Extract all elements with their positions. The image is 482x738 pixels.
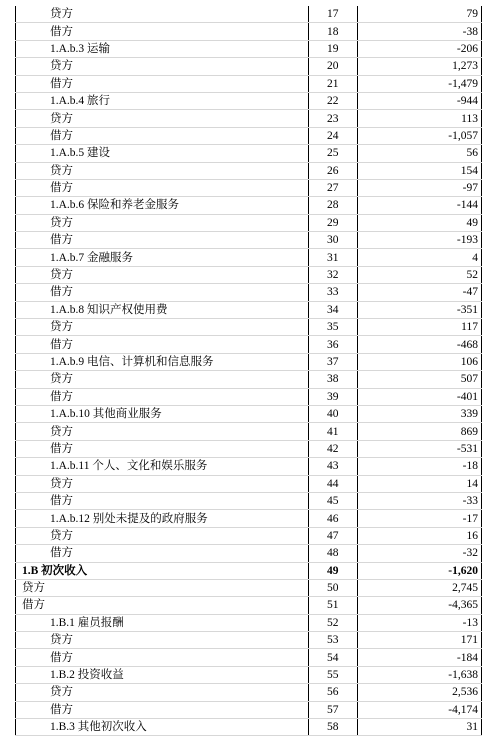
table-row xyxy=(16,719,482,736)
row-index: 57 xyxy=(308,701,357,718)
row-value: -184 xyxy=(357,649,481,666)
row-value: 4 xyxy=(357,249,481,266)
table-row xyxy=(16,336,482,353)
row-label: 贷方 xyxy=(16,684,309,701)
row-value: -1,620 xyxy=(357,562,481,579)
row-value: -1,479 xyxy=(357,75,481,92)
table-row xyxy=(16,562,482,579)
row-value: 16 xyxy=(357,527,481,544)
row-label: 借方 xyxy=(16,232,309,249)
row-index: 53 xyxy=(308,632,357,649)
row-label: 1.A.b.3 运输 xyxy=(16,40,309,57)
table-body xyxy=(16,6,482,736)
row-index: 20 xyxy=(308,58,357,75)
row-value: 31 xyxy=(357,719,481,736)
table-row xyxy=(16,597,482,614)
row-index: 22 xyxy=(308,92,357,109)
row-index: 47 xyxy=(308,527,357,544)
row-label: 借方 xyxy=(16,440,309,457)
row-label: 借方 xyxy=(16,388,309,405)
row-value: -468 xyxy=(357,336,481,353)
table-row xyxy=(16,423,482,440)
row-label: 贷方 xyxy=(16,579,309,596)
table-row xyxy=(16,475,482,492)
table-row xyxy=(16,527,482,544)
row-label: 贷方 xyxy=(16,371,309,388)
row-index: 17 xyxy=(308,6,357,23)
table-row xyxy=(16,632,482,649)
row-label: 贷方 xyxy=(16,423,309,440)
table-row xyxy=(16,40,482,57)
row-index: 43 xyxy=(308,458,357,475)
row-value: -144 xyxy=(357,197,481,214)
row-value: 14 xyxy=(357,475,481,492)
row-index: 56 xyxy=(308,684,357,701)
row-index: 54 xyxy=(308,649,357,666)
row-index: 34 xyxy=(308,301,357,318)
row-index: 26 xyxy=(308,162,357,179)
row-label: 1.A.b.4 旅行 xyxy=(16,92,309,109)
row-value: -944 xyxy=(357,92,481,109)
table-row xyxy=(16,179,482,196)
row-label: 1.A.b.10 其他商业服务 xyxy=(16,405,309,422)
row-label: 贷方 xyxy=(16,58,309,75)
row-index: 29 xyxy=(308,214,357,231)
row-label: 借方 xyxy=(16,179,309,196)
row-value: 1,273 xyxy=(357,58,481,75)
table-row xyxy=(16,579,482,596)
row-index: 40 xyxy=(308,405,357,422)
row-value: -206 xyxy=(357,40,481,57)
row-value: -13 xyxy=(357,614,481,631)
row-index: 27 xyxy=(308,179,357,196)
row-value: -33 xyxy=(357,492,481,509)
row-label: 贷方 xyxy=(16,110,309,127)
row-value: 154 xyxy=(357,162,481,179)
row-value: -32 xyxy=(357,545,481,562)
row-value: 2,536 xyxy=(357,684,481,701)
row-index: 21 xyxy=(308,75,357,92)
row-label: 1.B.3 其他初次收入 xyxy=(16,719,309,736)
table-row xyxy=(16,388,482,405)
row-value: 117 xyxy=(357,319,481,336)
row-value: -97 xyxy=(357,179,481,196)
row-index: 45 xyxy=(308,492,357,509)
table-row xyxy=(16,249,482,266)
table-row xyxy=(16,440,482,457)
table-row xyxy=(16,232,482,249)
row-index: 36 xyxy=(308,336,357,353)
row-index: 49 xyxy=(308,562,357,579)
row-label: 1.A.b.9 电信、计算机和信息服务 xyxy=(16,353,309,370)
row-index: 25 xyxy=(308,145,357,162)
row-label: 贷方 xyxy=(16,6,309,23)
row-label: 1.A.b.12 别处未提及的政府服务 xyxy=(16,510,309,527)
table-row xyxy=(16,145,482,162)
row-value: 56 xyxy=(357,145,481,162)
row-label: 借方 xyxy=(16,284,309,301)
table-row xyxy=(16,353,482,370)
row-index: 33 xyxy=(308,284,357,301)
table-row xyxy=(16,545,482,562)
table-row xyxy=(16,266,482,283)
table-row xyxy=(16,23,482,40)
row-label: 1.A.b.5 建设 xyxy=(16,145,309,162)
row-value: -18 xyxy=(357,458,481,475)
table-row xyxy=(16,701,482,718)
table-row xyxy=(16,666,482,683)
row-index: 31 xyxy=(308,249,357,266)
row-value: -38 xyxy=(357,23,481,40)
row-value: 79 xyxy=(357,6,481,23)
table-row xyxy=(16,197,482,214)
row-label: 1.A.b.6 保险和养老金服务 xyxy=(16,197,309,214)
row-label: 1.A.b.8 知识产权使用费 xyxy=(16,301,309,318)
table-row xyxy=(16,458,482,475)
row-index: 37 xyxy=(308,353,357,370)
row-index: 46 xyxy=(308,510,357,527)
row-value: 113 xyxy=(357,110,481,127)
row-value: -47 xyxy=(357,284,481,301)
table-row xyxy=(16,510,482,527)
row-label: 借方 xyxy=(16,545,309,562)
table-row xyxy=(16,214,482,231)
table-row xyxy=(16,319,482,336)
row-index: 48 xyxy=(308,545,357,562)
row-value: -193 xyxy=(357,232,481,249)
row-label: 借方 xyxy=(16,649,309,666)
row-value: 2,745 xyxy=(357,579,481,596)
table-row xyxy=(16,58,482,75)
table-row xyxy=(16,6,482,23)
table-row xyxy=(16,75,482,92)
row-index: 28 xyxy=(308,197,357,214)
row-label: 借方 xyxy=(16,492,309,509)
row-index: 42 xyxy=(308,440,357,457)
row-index: 52 xyxy=(308,614,357,631)
row-index: 51 xyxy=(308,597,357,614)
row-index: 35 xyxy=(308,319,357,336)
row-label: 贷方 xyxy=(16,214,309,231)
table-row xyxy=(16,92,482,109)
row-index: 50 xyxy=(308,579,357,596)
row-index: 58 xyxy=(308,719,357,736)
row-label: 1.A.b.7 金融服务 xyxy=(16,249,309,266)
row-label: 借方 xyxy=(16,597,309,614)
row-label: 借方 xyxy=(16,127,309,144)
row-index: 39 xyxy=(308,388,357,405)
row-label: 贷方 xyxy=(16,475,309,492)
row-value: -531 xyxy=(357,440,481,457)
table-row xyxy=(16,614,482,631)
row-index: 41 xyxy=(308,423,357,440)
row-index: 44 xyxy=(308,475,357,492)
row-value: -1,057 xyxy=(357,127,481,144)
row-index: 32 xyxy=(308,266,357,283)
row-index: 24 xyxy=(308,127,357,144)
table-row xyxy=(16,162,482,179)
row-value: -4,174 xyxy=(357,701,481,718)
table-row xyxy=(16,649,482,666)
row-value: -401 xyxy=(357,388,481,405)
row-label: 1.B 初次收入 xyxy=(16,562,309,579)
row-index: 55 xyxy=(308,666,357,683)
row-label: 借方 xyxy=(16,23,309,40)
table-row xyxy=(16,492,482,509)
row-value: 869 xyxy=(357,423,481,440)
row-index: 30 xyxy=(308,232,357,249)
row-index: 23 xyxy=(308,110,357,127)
row-value: 106 xyxy=(357,353,481,370)
row-label: 贷方 xyxy=(16,319,309,336)
row-value: -17 xyxy=(357,510,481,527)
row-value: 507 xyxy=(357,371,481,388)
row-value: -4,365 xyxy=(357,597,481,614)
row-label: 1.B.2 投资收益 xyxy=(16,666,309,683)
row-index: 19 xyxy=(308,40,357,57)
row-label: 贷方 xyxy=(16,527,309,544)
table-row xyxy=(16,371,482,388)
table-row xyxy=(16,127,482,144)
balance-of-payments-table xyxy=(15,6,482,736)
row-label: 借方 xyxy=(16,701,309,718)
row-index: 18 xyxy=(308,23,357,40)
row-label: 贷方 xyxy=(16,162,309,179)
row-label: 1.B.1 雇员报酬 xyxy=(16,614,309,631)
row-value: -1,638 xyxy=(357,666,481,683)
row-label: 贷方 xyxy=(16,266,309,283)
table-row xyxy=(16,405,482,422)
row-value: 171 xyxy=(357,632,481,649)
row-value: 49 xyxy=(357,214,481,231)
table-row xyxy=(16,684,482,701)
row-value: 339 xyxy=(357,405,481,422)
table-row xyxy=(16,301,482,318)
table-row xyxy=(16,284,482,301)
row-label: 贷方 xyxy=(16,632,309,649)
row-value: -351 xyxy=(357,301,481,318)
row-value: 52 xyxy=(357,266,481,283)
table-row xyxy=(16,110,482,127)
row-label: 借方 xyxy=(16,75,309,92)
row-label: 借方 xyxy=(16,336,309,353)
row-label: 1.A.b.11 个人、文化和娱乐服务 xyxy=(16,458,309,475)
row-index: 38 xyxy=(308,371,357,388)
